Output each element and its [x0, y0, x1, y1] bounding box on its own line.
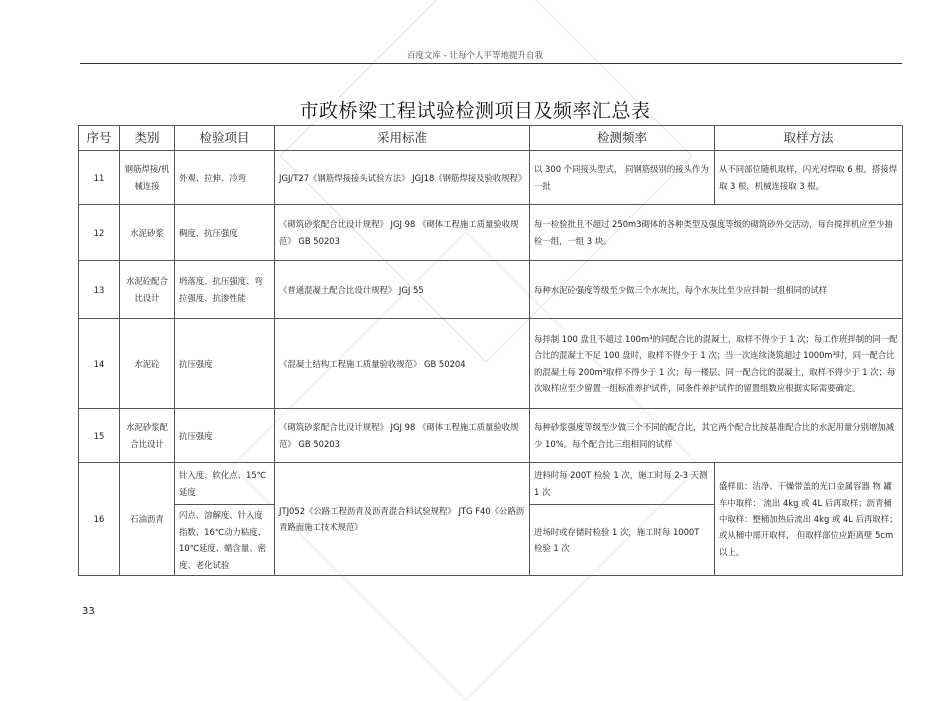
row-standard: 《砌筑砂浆配合比设计规程》 JGJ 98 《砌体工程施工质量验收规范》 GB 50203: [275, 205, 530, 261]
inspection-table: [78, 125, 903, 576]
table-row: [79, 151, 903, 205]
row-frequency: 以 300 个同接头型式， 同钢筋级别的接头作为一批: [530, 151, 715, 205]
column-header: 检验项目: [175, 126, 275, 151]
page-number: 33: [82, 606, 95, 617]
row-number: 11: [79, 151, 120, 205]
row-items: 稠度、抗压强度: [175, 205, 275, 261]
row-number: 15: [79, 409, 120, 463]
column-header: 序号: [79, 126, 120, 151]
row-items: 抗压强度: [175, 319, 275, 409]
column-header: 检测频率: [530, 126, 715, 151]
row-sampling: 盛样皿：洁净、干燥带盖的光口金属容器 物 罐车中取样： 流出 4kg 或 4L 后再取样；沥青桶中取样：整桶加热后流出 4kg 或 4L 后再取样； 或从桶中部开取样， 但取样部位应距离壁 5cm 以上。: [715, 463, 903, 576]
row-category: 钢筋焊接/机械连接: [120, 151, 175, 205]
column-header: 取样方法: [715, 126, 903, 151]
row-frequency: 每种砂浆强度等级至少做三个不同的配合比，其它两个配合比按基准配合比的水泥用量分别增加减少 10%。每个配合比三组相同的试样: [530, 409, 903, 463]
row-category: 水泥砂浆配合比设计: [120, 409, 175, 463]
row-category: 水泥砼配合比设计: [120, 261, 175, 319]
row-items-primary: 针入度、软化点、15℃延度: [175, 463, 275, 505]
row-standard: 《砌筑砂浆配合比设计规程》 JGJ 98 《砌体工程施工质量验收规范》 GB 50203: [275, 409, 530, 463]
row-category: 水泥砂浆: [120, 205, 175, 261]
row-number: 14: [79, 319, 120, 409]
row-standard: JTJ052《公路工程沥青及沥青混合料试验规程》 JTG F40《公路沥青路面施工技术规范》: [275, 463, 530, 576]
row-frequency: 每种水泥砼强度等级至少做三个水灰比，每个水灰比至少应拌制一组相同的试样: [530, 261, 903, 319]
table-row: [79, 319, 903, 409]
row-number: 12: [79, 205, 120, 261]
row-items: 抗压强度: [175, 409, 275, 463]
document-title: 市政桥梁工程试验检测项目及频率汇总表: [299, 100, 651, 122]
column-header: 类别: [120, 126, 175, 151]
row-items-secondary: 闪点、溶解度、针入度指数、16℃动力粘度、10℃延度、蜡含量、密度、老化试验: [175, 505, 275, 576]
row-items: 坍落度、抗压强度、弯拉强度、抗渗性能: [175, 261, 275, 319]
header-rule: [80, 63, 902, 64]
row-frequency-secondary: 进场时或存储时检验 1 次，施工时每 1000T 检验 1 次: [530, 505, 715, 576]
row-items: 外观、拉伸、冷弯: [175, 151, 275, 205]
table-row: [79, 205, 903, 261]
column-header: 采用标准: [275, 126, 530, 151]
table-row: [79, 463, 903, 505]
row-standard: JGJ/T27《钢筋焊接接头试验方法》 JGJ18《钢筋焊接及验收规程》: [275, 151, 530, 205]
table-header-row: [79, 126, 903, 151]
row-frequency: 每拌制 100 盘且不超过 100m³的同配合比的混凝土，取样不得少于 1 次；每工作班拌制的同一配合比的混凝土不足 100 盘时，取样不得少于 1 次；当一次连续浇筑超过 1000m³时，同一配合比的混凝土每 200m³取样不得少于 1 次；每一楼层、同一配合比的混凝土，取样不得少于 1 次；每次取样应至少留置一组标准养护试件，同条件养护试件的留置组数应根据实际需要确定。: [530, 319, 903, 409]
row-sampling: 从不同部位随机取样，闪光对焊取 6 根，搭接焊取 3 根，机械连接取 3 根。: [715, 151, 903, 205]
row-number: 13: [79, 261, 120, 319]
row-category: 石油沥青: [120, 463, 175, 576]
row-number: 16: [79, 463, 120, 576]
row-category: 水泥砼: [120, 319, 175, 409]
row-standard: 《普通混凝土配合比设计规程》 JGJ 55: [275, 261, 530, 319]
row-standard: 《混凝土结构工程施工质量验收规范》 GB 50204: [275, 319, 530, 409]
page-header: 百度文库 - 让每个人平等地提升自我: [407, 51, 543, 61]
table-row: [79, 261, 903, 319]
row-frequency: 每一检验批且不超过 250m3砌体的各种类型及强度等级的砌筑砂外交活动，每台搅拌机应至少抽检一组，一组 3 块。: [530, 205, 903, 261]
row-frequency-primary: 进料时每 200T 检验 1 次，施工时每 2-3 天测 1 次: [530, 463, 715, 505]
table-row: [79, 409, 903, 463]
